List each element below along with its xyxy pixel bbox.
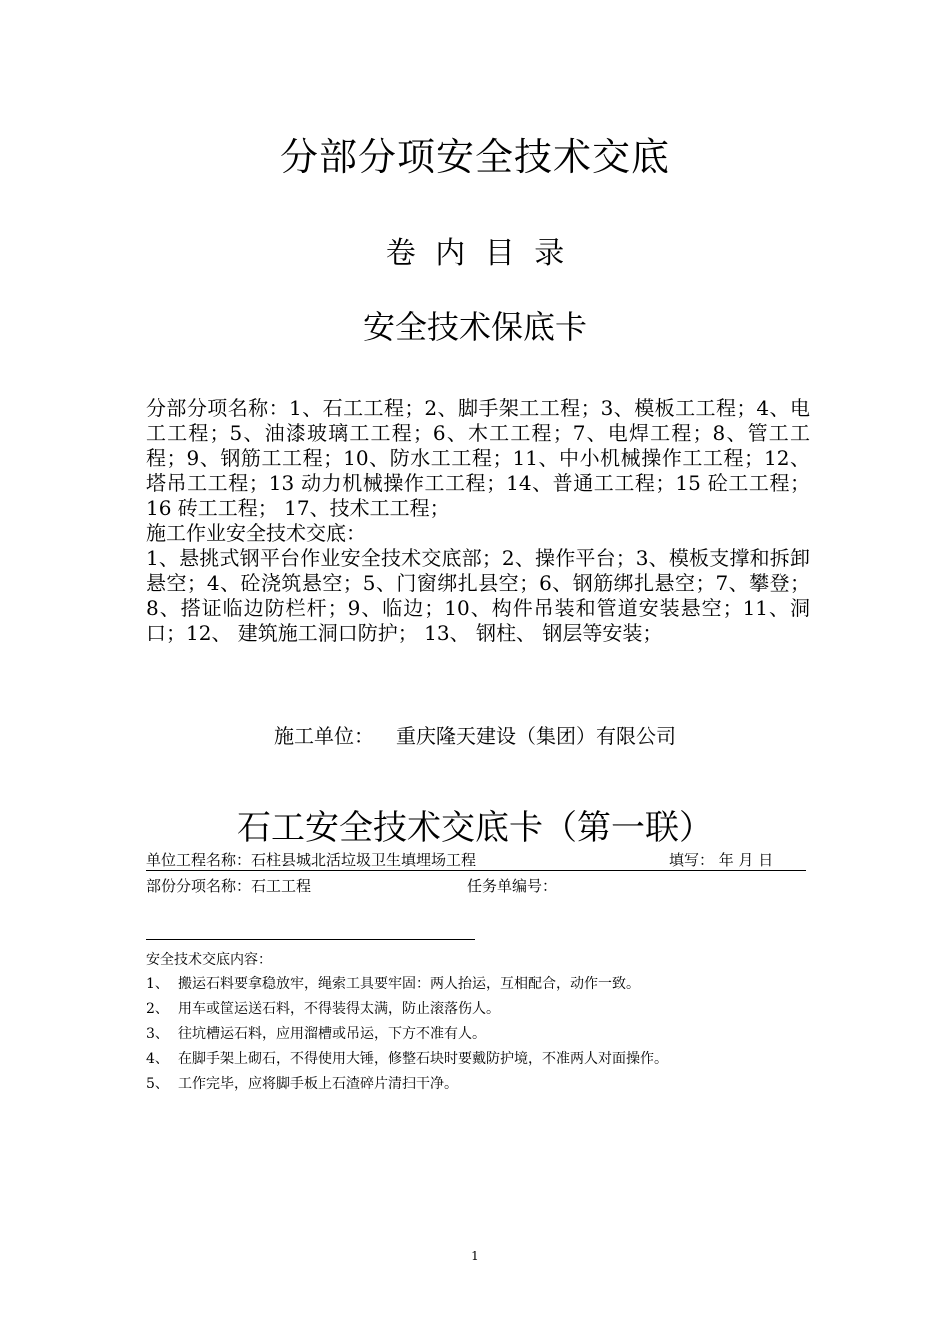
division-list-paragraph: 分部分项名称：1、石工工程；2、脚手架工工程；3、模板工工程；4、电工工程；5、油漆玻璃工工程；6、木工工程；7、电焊工程；8、管工工程；9、钢筋工工程；10、防水工工程；11、中小机械操作工工程；12、塔吊工工程；13 动力机械操作工工程；14、普通工工程；15 砼工工程；16 砖工工程； 17、技术工工程； xyxy=(146,396,810,520)
company-line xyxy=(0,720,950,749)
company-name: 重庆隆天建设（集团）有限公司 xyxy=(396,724,676,748)
item-text: 用车或筐运送石料，不得装得太满，防止滚落伤人。 xyxy=(178,1001,500,1017)
list-item xyxy=(146,1022,826,1047)
unit-project-row xyxy=(146,850,806,871)
divider-line xyxy=(146,939,475,940)
division-row xyxy=(146,876,558,896)
body-text-block xyxy=(146,396,810,646)
company-label: 施工单位： xyxy=(274,724,374,748)
item-number: 5、 xyxy=(146,1076,169,1092)
item-number: 2、 xyxy=(146,1001,169,1017)
list-item xyxy=(146,997,826,1022)
division-name: 部份分项名称：石工工程 xyxy=(146,877,312,895)
construction-heading: 施工作业安全技术交底： xyxy=(146,521,366,545)
item-number: 3、 xyxy=(146,1026,169,1042)
item-text: 搬运石料要拿稳放牢，绳索工具要牢固：两人抬运，互相配合，动作一致。 xyxy=(178,976,640,992)
task-number: 任务单编号： xyxy=(467,877,558,895)
document-title: 分部分项安全技术交底 xyxy=(279,135,670,179)
toc-title: 卷 内 目 录 xyxy=(385,236,565,271)
item-text: 在脚手架上砌石，不得使用大锤，修整石块时要戴防护境，不准两人对面操作。 xyxy=(178,1051,668,1067)
stone-card-title: 石工安全技术交底卡（第一联） xyxy=(237,808,713,848)
content-heading: 安全技术交底内容： xyxy=(146,952,272,968)
list-item xyxy=(146,1047,826,1072)
list-item xyxy=(146,972,826,997)
item-text: 工作完毕，应将脚手板上石渣碎片清扫干净。 xyxy=(178,1076,458,1092)
fill-date: 填写： 年 月 日 xyxy=(669,851,774,869)
unit-project-name: 单位工程名称：石柱县城北活垃圾卫生填埋场工程 xyxy=(146,851,477,869)
item-text: 往坑槽运石料，应用溜槽或吊运，下方不准有人。 xyxy=(178,1026,486,1042)
item-number: 4、 xyxy=(146,1051,169,1067)
card-title: 安全技术保底卡 xyxy=(362,308,587,346)
list-item xyxy=(146,1072,826,1097)
page-number: 1 xyxy=(471,1249,479,1263)
safety-content xyxy=(146,948,826,1097)
item-number: 1、 xyxy=(146,976,169,992)
construction-list-paragraph: 1、悬挑式钢平台作业安全技术交底部；2、操作平台；3、模板支撑和拆卸悬空；4、砼浇筑悬空；5、门窗绑扎县空；6、钢筋绑扎悬空；7、攀登；8、搭证临边防栏杆；9、临边；10、构件吊装和管道安装悬空；11、洞口；12、 建筑施工洞口防护； 13、 钢柱、 钢层等安装； xyxy=(146,546,810,645)
